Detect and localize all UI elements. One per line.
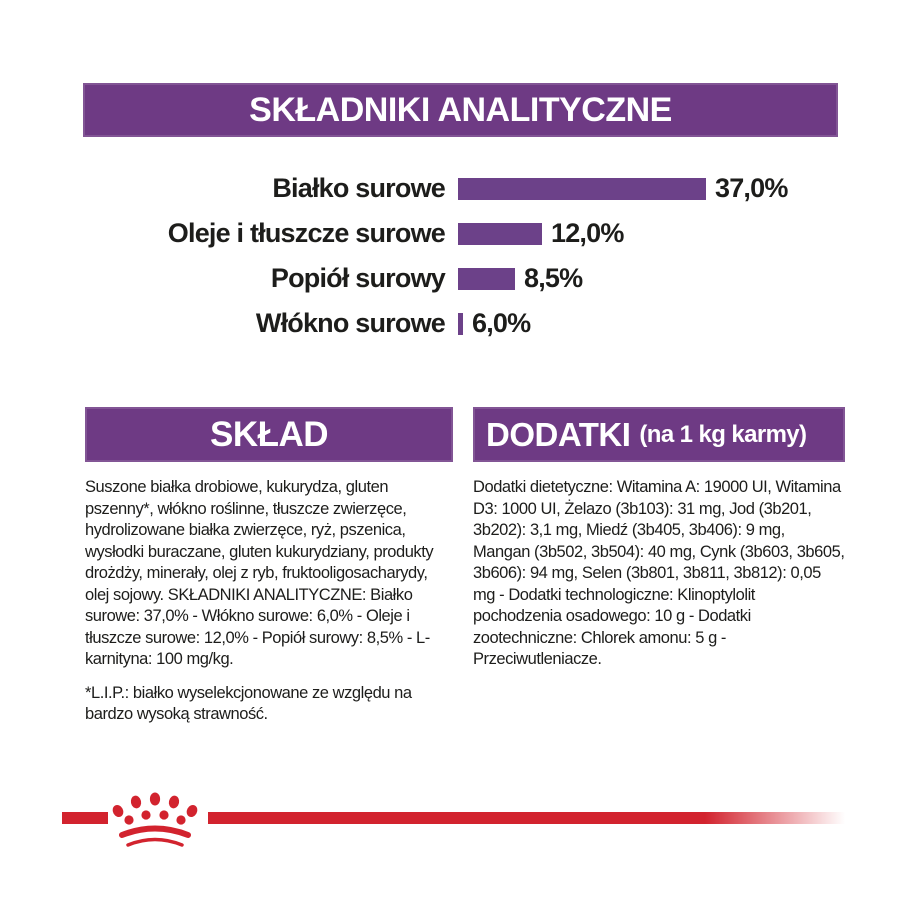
chart-value-label: 6,0%	[472, 308, 531, 338]
chart-bar	[458, 223, 542, 245]
additives-header	[473, 407, 845, 462]
composition-section	[85, 407, 453, 726]
chart-row	[70, 256, 860, 301]
chart-category-label: Włókno surowe	[255, 308, 445, 338]
chart-value-label: 12,0%	[551, 218, 624, 248]
chart-row	[70, 211, 860, 256]
chart-bar	[458, 178, 706, 200]
chart-bar	[458, 268, 515, 290]
composition-title: SKŁAD	[209, 414, 329, 454]
composition-header	[85, 407, 453, 462]
chart-bar	[458, 313, 463, 335]
chart-category-label: Oleje i tłuszcze surowe	[167, 218, 445, 248]
analytical-bar-chart	[70, 166, 860, 346]
royal-canin-crown-icon	[105, 790, 205, 852]
additives-body-text: Dodatki dietetyczne: Witamina A: 19000 UI, Witamina D3: 1000 UI, Żelazo (3b103): 31 mg, Jod (3b201, 3b202): 3,1 mg, Miedź (3b405, 3b406): 9 mg, Mangan (3b502, 3b504): 40 mg, Cynk (3b603, 3b605, 3b606): 94 mg, Selen (3b801, 3b811, 3b812): 0,05 mg - Dodatki technologiczne: Klinoptylolit pochodzenia osadowego: 10 g - Dodatki zootechniczne: Chlorek amonu: 5 g - Przeciwutleniacze.	[473, 478, 845, 668]
chart-category-label: Białko surowe	[272, 173, 445, 203]
analytical-constituents-header	[83, 83, 838, 137]
chart-row	[70, 166, 860, 211]
lip-footnote-text: *L.I.P.: białko wyselekcjonowane ze względu na bardzo wysoką strawność.	[85, 683, 412, 723]
chart-value-label: 37,0%	[715, 173, 788, 203]
brand-line-left-segment	[62, 812, 108, 824]
chart-category-label: Popiół surowy	[270, 263, 445, 293]
composition-body-text: Suszone białka drobiowe, kukurydza, gluten pszenny*, włókno roślinne, tłuszcze zwierzęce, hydrolizowane białka zwierzęce, ryż, pszenica, wysłodki buraczane, gluten kukurydziany, produkty drożdży, minerały, olej z ryb, fruktooligosacharydy, olej sojowy. SKŁADNIKI ANALITYCZNE: Białko surowe: 37,0% - Włókno surowe: 6,0% - Oleje i tłuszcze surowe: 12,0% - Popiół surowy: 8,5% - L-karnityna: 100 mg/kg.	[85, 478, 434, 668]
additives-section	[473, 407, 845, 671]
analytical-constituents-title: SKŁADNIKI ANALITYCZNE	[249, 90, 672, 129]
chart-value-label: 8,5%	[524, 263, 583, 293]
chart-row	[70, 301, 860, 346]
brand-line-right-segment	[208, 812, 845, 824]
additives-title: DODATKI	[486, 415, 631, 453]
additives-title-suffix: (na 1 kg karmy)	[639, 420, 807, 448]
